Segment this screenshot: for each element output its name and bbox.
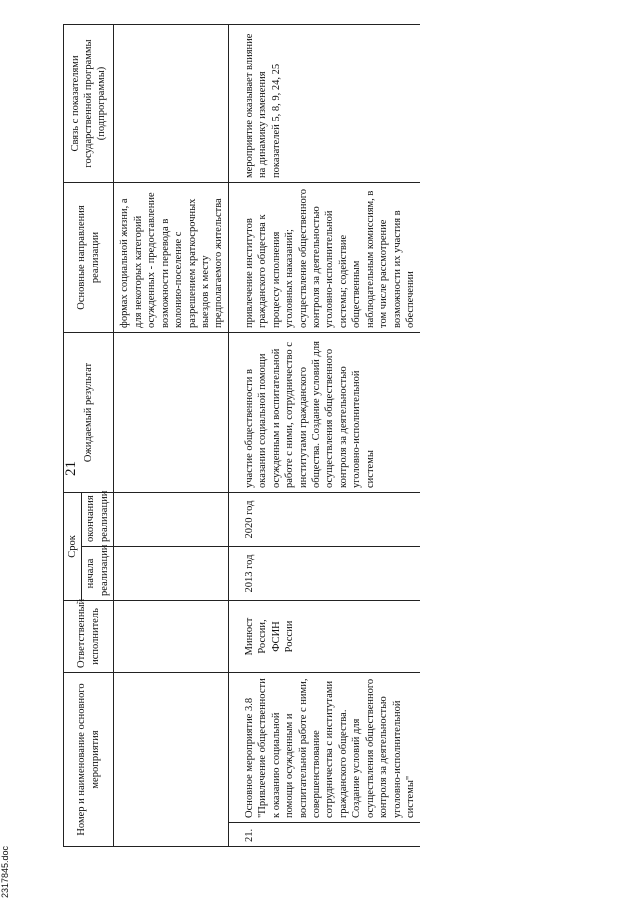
row-number: 21. [228, 823, 419, 847]
row-name: Основное мероприятие 3.8 "Привлечение общественности к оказанию социальной помощи осужденным и воспитательной работе с ними, совершенствование сотрудничества с институтами гражданского общества. Создание условий для осуществления общественного контроля за деятельностью уголовно-исполнительной системы" [228, 673, 419, 823]
rotated-page [63, 25, 623, 847]
header-start: начала реализации [82, 547, 114, 601]
header-responsible: Ответственный исполнитель [64, 601, 114, 673]
footer-code: 2317845.doc [0, 845, 10, 898]
cont-directions-cell: формах социальной жизни, а для некоторых категорий осужденных - предоставление возможности перевода в колонию-поселение с разрешением краткосрочных выездов к месту предполагаемого жительства [114, 182, 229, 332]
row-result: участие общественности в оказании социальной помощи осужденным и воспитательной работе с ними, сотрудничество с институтами гражданского общества. Создание условий для осуществления общественного контроля за деятельностью уголовно-исполнительной системы [228, 332, 419, 492]
header-result: Ожидаемый результат [64, 332, 114, 492]
table-row-continued [114, 24, 229, 846]
row-end: 2020 год [228, 492, 419, 546]
header-directions: Основные направления реализации [64, 182, 114, 332]
header-term: Срок [64, 492, 82, 600]
header-end: окончания реализации [82, 492, 114, 546]
row-link: мероприятие оказывает влияние на динамику изменения показателей 5, 8, 9, 24, 25 [228, 24, 419, 182]
row-directions: привлечение институтов гражданского общества к процессу исполнения уголовных наказаний; осуществление общественного контроля за деятельностью уголовно-исполнительной системы; содействие общественным наблюдательным комиссиям, в том числе рассмотрение возможности их участия в обеспечении [228, 182, 419, 332]
row-start: 2013 год [228, 547, 419, 601]
row-responsible: Минюст России, ФСИН России [228, 601, 419, 673]
header-name: Номер и наименование основного мероприятия [64, 673, 114, 847]
page-number: 21 [63, 461, 79, 476]
table-row [228, 24, 419, 846]
header-link: Связь с показателями государственной программы (подпрограммы) [64, 24, 114, 182]
activities-table [63, 24, 420, 847]
